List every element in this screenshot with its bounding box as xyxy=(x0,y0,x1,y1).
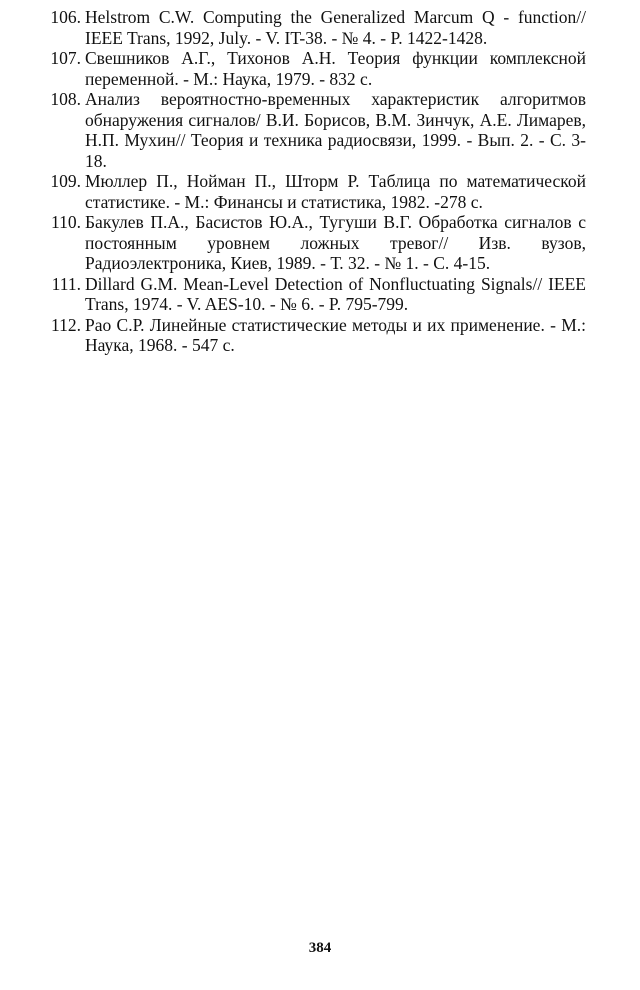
reference-item xyxy=(38,7,586,48)
reference-item xyxy=(38,315,586,356)
reference-item xyxy=(38,212,586,274)
reference-text: Helstrom C.W. Computing the Generalized Marcum Q - function// IEEE Trans, 1992, July. - V. IT-38. - № 4. - P. 1422-1428. xyxy=(85,7,586,48)
reference-text: Бакулев П.А., Басистов Ю.А., Тугуши В.Г. Обработка сигналов с постоянным уровнем ложных тревог// Изв. вузов, Радиоэлектроника, Киев, 1989. - Т. 32. - № 1. - С. 4-15. xyxy=(85,212,586,273)
reference-number: 106. xyxy=(50,7,81,27)
reference-text: Свешников А.Г., Тихонов А.Н. Теория функции комплексной переменной. - М.: Наука, 1979. - 832 с. xyxy=(85,48,586,89)
reference-item xyxy=(38,89,586,171)
reference-text: Dillard G.M. Mean-Level Detection of Nonfluctuating Signals// IEEE Trans, 1974. - V. AES-10. - № 6. - P. 795-799. xyxy=(85,273,586,314)
reference-list xyxy=(38,7,586,356)
reference-item xyxy=(38,48,586,89)
reference-number: 111. xyxy=(51,273,81,294)
reference-number: 109. xyxy=(50,171,81,191)
reference-number: 110. xyxy=(51,212,81,232)
reference-item xyxy=(38,274,586,315)
reference-text: Мюллер П., Нойман П., Шторм Р. Таблица по математической статистике. - М.: Финансы и статистика, 1982. -278 с. xyxy=(85,171,586,212)
reference-item xyxy=(38,171,586,212)
reference-text: Рао С.Р. Линейные статистические методы и их применение. - М.: Наука, 1968. - 547 с. xyxy=(85,314,586,355)
reference-text: Анализ вероятностно-временных характеристик алгоритмов обнаружения сигналов/ В.И. Борисов, В.М. Зинчук, А.Е. Лимарев, Н.П. Мухин// Теория и техника радиосвязи, 1999. - Вып. 2. - С. 3-18. xyxy=(85,89,586,171)
reference-number: 108. xyxy=(50,89,81,109)
reference-number: 107. xyxy=(50,48,81,68)
page-number: 384 xyxy=(308,940,332,956)
reference-number: 112. xyxy=(51,314,81,335)
